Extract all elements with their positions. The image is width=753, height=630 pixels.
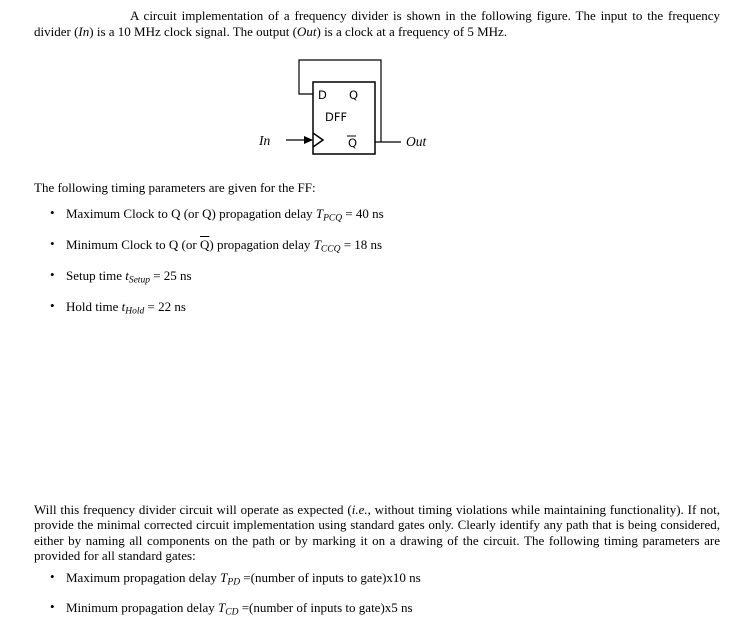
list-item bbox=[34, 237, 720, 258]
bullet-icon: • bbox=[50, 297, 55, 313]
arrowhead-icon bbox=[304, 136, 313, 144]
math-symbol: t bbox=[121, 298, 126, 314]
text-segment: ) is a 10 MHz clock signal. The output ( bbox=[89, 23, 297, 39]
math-subscript: CD bbox=[225, 607, 239, 617]
ff-params-heading: The following timing parameters are given for the FF: bbox=[34, 180, 316, 195]
question-paragraph bbox=[34, 502, 720, 564]
qbar-output-label: Q bbox=[348, 136, 358, 150]
math-subscript: CCQ bbox=[320, 244, 341, 254]
intro-paragraph bbox=[34, 8, 720, 39]
text-segment: A circuit implementation of a frequency divider is shown in the following figure. The input to the frequency divider ( bbox=[34, 8, 720, 39]
text-segment: =(number of inputs to gate)x10 ns bbox=[240, 569, 421, 585]
d-input-label: D bbox=[318, 88, 327, 102]
gate-params-list bbox=[34, 570, 720, 630]
frequency-divider-figure bbox=[250, 52, 450, 168]
clock-triangle-icon bbox=[313, 133, 323, 147]
text-segment: Hold time bbox=[66, 298, 122, 314]
list-item bbox=[34, 600, 720, 621]
text-segment: ) propagation delay bbox=[209, 236, 314, 252]
qbar-text: $\overline{Q}$ bbox=[202, 205, 212, 221]
math-subscript: PCQ bbox=[323, 213, 343, 223]
math-symbol: t bbox=[125, 267, 129, 283]
math-subscript: Setup bbox=[128, 275, 150, 285]
ie-abbrev: i.e. bbox=[351, 501, 368, 517]
bullet-icon: • bbox=[50, 569, 55, 584]
dff-label: DFF bbox=[325, 110, 348, 124]
list-item bbox=[34, 299, 720, 320]
ff-params-list bbox=[34, 206, 720, 330]
q-output-label: Q bbox=[349, 88, 359, 102]
text-segment: = 25 ns bbox=[149, 267, 192, 283]
text-segment: Maximum propagation delay bbox=[66, 569, 221, 585]
in-signal-name: In bbox=[78, 23, 90, 39]
out-label: Out bbox=[406, 134, 427, 149]
bullet-icon: • bbox=[50, 205, 55, 220]
math-symbol: T bbox=[313, 236, 321, 252]
list-item bbox=[34, 268, 720, 289]
text-segment: , without timing violations while maintaining functionality). If not, provide the minimal corrected circuit implementation using standard gates only. Clearly identify any path that is being considered, either by naming all components on the path or by marking it on a drawing of the circuit. The following timing parameters are provided for all standard gates: bbox=[34, 501, 720, 563]
bullet-icon: • bbox=[50, 598, 55, 614]
math-subscript: Hold bbox=[125, 306, 145, 316]
circuit-diagram bbox=[34, 52, 720, 168]
text-segment: = 40 ns bbox=[342, 205, 384, 221]
bullet-icon: • bbox=[50, 266, 55, 282]
text-segment: ) is a clock at a frequency of 5 MHz. bbox=[316, 23, 508, 39]
in-label: In bbox=[259, 133, 271, 148]
text-segment: = 22 ns bbox=[144, 298, 186, 314]
out-signal-name: Out bbox=[296, 23, 317, 39]
text-segment: Setup time bbox=[66, 267, 126, 283]
list-item bbox=[34, 206, 720, 227]
text-segment: Minimum Clock to Q (or bbox=[66, 236, 200, 252]
math-subscript: PD bbox=[227, 577, 241, 587]
math-symbol: T bbox=[315, 205, 324, 221]
text-segment: = 18 ns bbox=[340, 236, 383, 252]
feedback-wire bbox=[299, 60, 381, 142]
bullet-icon: • bbox=[50, 235, 55, 251]
math-symbol: T bbox=[220, 569, 228, 585]
text-segment: ) propagation delay bbox=[211, 205, 316, 221]
text-segment: Will this frequency divider circuit will operate as expected ( bbox=[34, 501, 352, 517]
text-segment: Minimum propagation delay bbox=[66, 599, 219, 615]
text-segment: Maximum Clock to Q (or bbox=[66, 205, 203, 221]
text-segment: =(number of inputs to gate)x5 ns bbox=[238, 599, 413, 615]
qbar-text: $\overline{Q}$ bbox=[199, 236, 210, 252]
math-symbol: T bbox=[218, 599, 226, 615]
list-item bbox=[34, 570, 720, 591]
